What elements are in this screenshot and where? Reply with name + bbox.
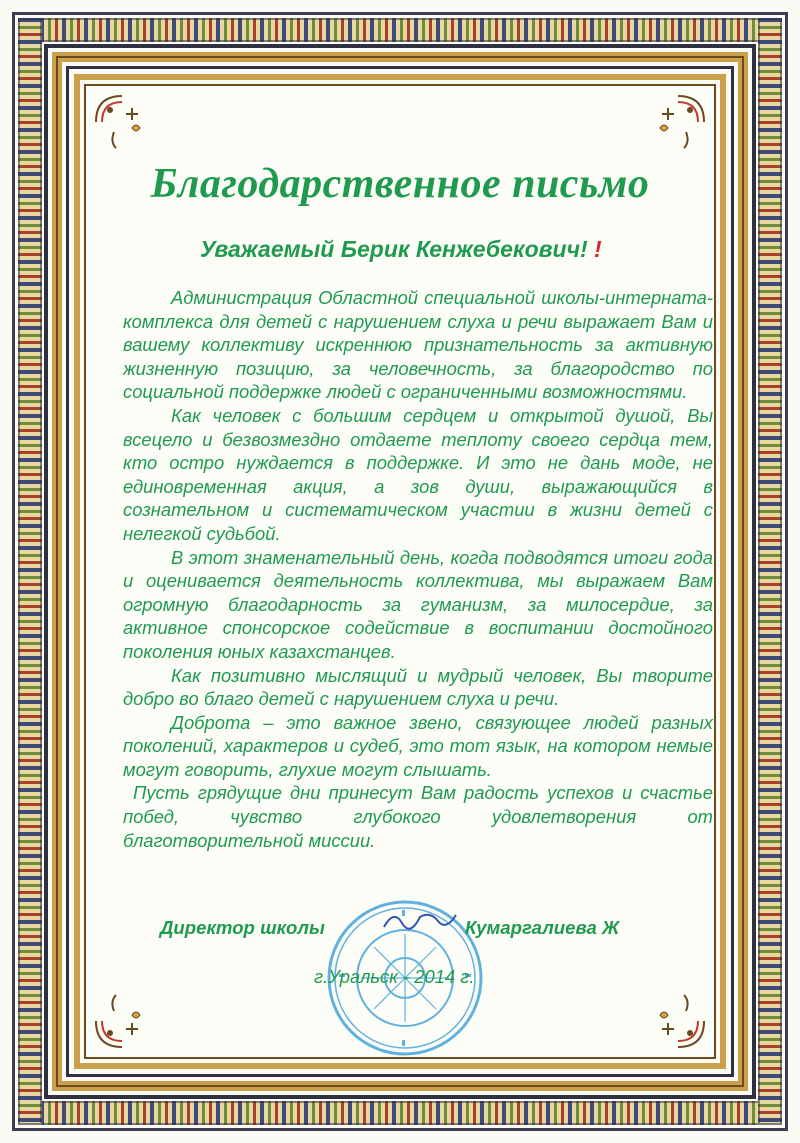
corner-ornament-bottom-left [92,981,162,1051]
corner-ornament-bottom-right [638,981,708,1051]
body-paragraph-4: Как позитивно мыслящий и мудрый человек, Вы творите добро во благо детей с нарушением слуха и речи. [123,664,713,710]
place-and-date: г.Уральск - 2014 г. [314,966,475,987]
body-paragraph-6: Пусть грядущие дни принесут Вам радость успехов и счастье побед, чувство глубокого удовлетворения от благотворительной миссии. [123,782,713,851]
body-paragraph-1: Администрация Областной специальной школы-интерната-комплекса для детей с нарушением слуха и речи выражает Вам и вашему коллективу искреннюю признательность за активную жизненную позицию, за человечность, за благородство по социальной поддержке людей с ограниченными возможностями. [123,287,713,403]
letter-title: Благодарственное письмо [150,161,650,207]
frame-ornament-top [18,18,782,42]
body-paragraph-2: Как человек с большим сердцем и открытой душой, Вы всецело и безвозмездно отдаете теплоту своего сердца тем, кто остро нуждается в поддержке. И это не дань моде, не единовременная акция, а зов души, выражающийся в сознательном и систематическом участии в жизни детей с нелегкой судьбой. [123,404,713,544]
body-paragraph-3: В этот знаменательный день, когда подводятся итоги года и оценивается деятельность коллектива, мы выражаем Вам огромную благодарность за гуманизм, за милосердие, за активное спонсорское содействие в воспитании достойного поколения юных казахстанцев. [123,546,713,662]
letter-greeting [200,236,700,263]
corner-ornament-top-right [638,92,708,162]
corner-ornament-top-left [92,92,162,162]
letter-body [123,286,713,852]
greeting-exclamation-mark: ! [594,236,602,262]
signature-scribble [380,905,460,935]
body-paragraph-5: Доброта – это важное звено, связующее людей разных поколений, характеров и судеб, это тот язык, на котором немые могут говорить, глухие могут слышать. [123,711,713,780]
signatory-role: Директор школы [160,917,325,938]
signatory-name: Кумаргалиева Ж [465,917,620,938]
greeting-text: Уважаемый Берик Кенжебекович! [200,236,588,262]
frame-ornament-bottom [18,1101,782,1125]
